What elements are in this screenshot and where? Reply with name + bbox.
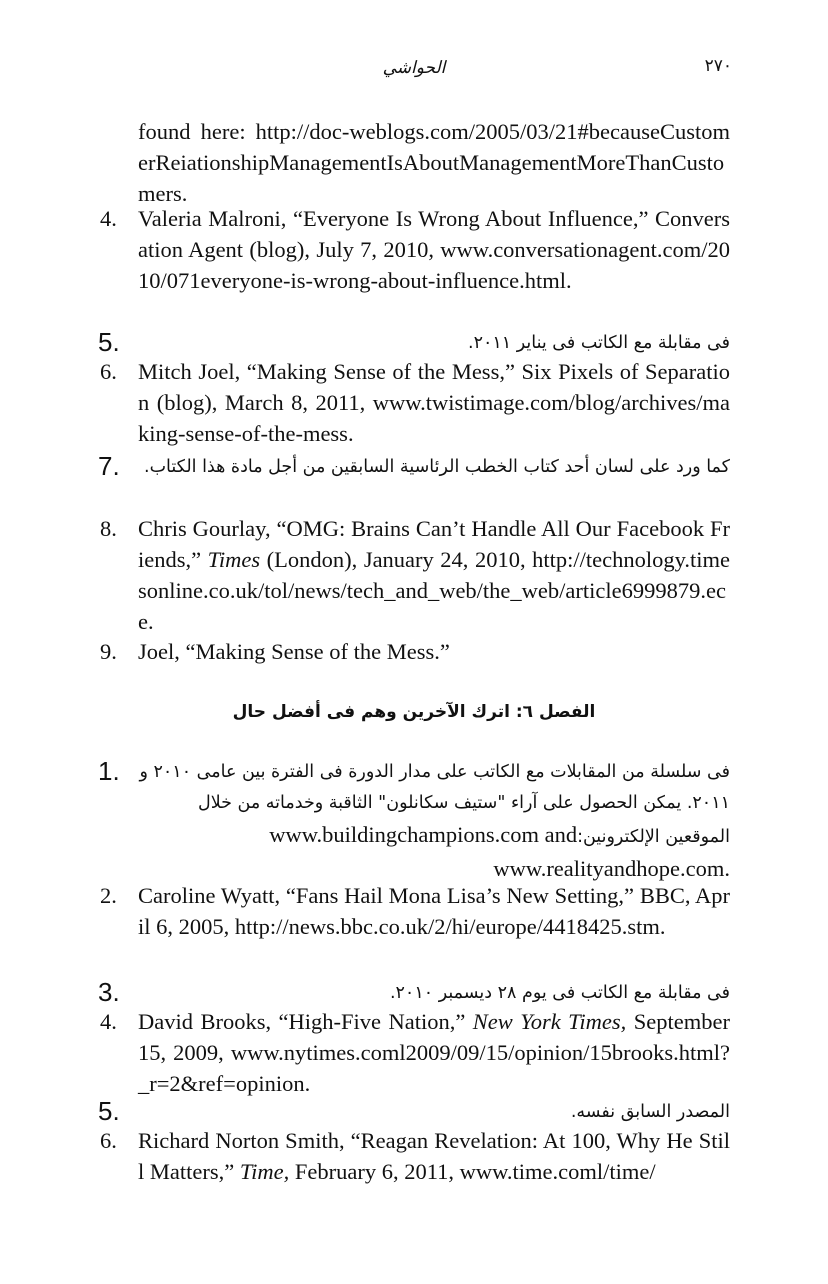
note-text: Joel, “Making Sense of the Mess.” bbox=[138, 639, 450, 664]
note-text-part: Richard Norton Smith, “Reagan Revelation: At 100, Why He Still Matters,” bbox=[138, 1128, 730, 1184]
ch6-note-5 bbox=[0, 1097, 828, 1128]
note-number: 4. bbox=[100, 206, 117, 231]
note-text-part: September 15, 2009, www.nytimes.coml2009/09/15/opinion/15brooks.html?_r=2&ref=opinion. bbox=[138, 1009, 730, 1096]
note-text bbox=[138, 1128, 730, 1184]
ch6-note-1 bbox=[0, 757, 828, 887]
note-number: 8. bbox=[100, 516, 117, 541]
note-number: 4. bbox=[100, 1009, 117, 1034]
note-9 bbox=[0, 636, 828, 667]
note-text-part: (London), January 24, 2010, http://technology.timesonline.co.uk/tol/news/tech_and_web/the_web/article6999879.ece. bbox=[138, 547, 730, 634]
publication-title: New York Times, bbox=[472, 1009, 627, 1034]
note-text bbox=[138, 516, 730, 634]
note-number: 5. bbox=[98, 327, 120, 357]
page-number: ٢٧٠ bbox=[704, 56, 732, 75]
note-text bbox=[138, 1009, 730, 1096]
ch6-note-6 bbox=[0, 1125, 828, 1187]
note-text: فى مقابلة مع الكاتب فى يوم ٢٨ ديسمبر ٢٠١٠. bbox=[389, 983, 730, 1003]
note-7 bbox=[0, 451, 828, 483]
note-4 bbox=[0, 203, 828, 296]
note-8 bbox=[0, 513, 828, 637]
note-number: 6. bbox=[100, 1128, 117, 1153]
note-text: فى مقابلة مع الكاتب فى يناير ٢٠١١. bbox=[467, 333, 730, 353]
note-text bbox=[138, 757, 730, 887]
note-text-arabic: فى سلسلة من المقابلات مع الكاتب على مدار الدورة فى الفترة بين عامى ٢٠١٠ و ٢٠١١. يمكن الحصول على آراء "ستيف سكانلون" الثاقبة وخدماته من خلال الموقعين الإلكترونين: bbox=[139, 762, 730, 847]
note-text-part: David Brooks, “High-Five Nation,” bbox=[138, 1009, 473, 1034]
note-text-part: Chris Gourlay, “OMG: Brains Can’t Handle All Our Facebook Friends,” bbox=[138, 516, 730, 572]
publication-title: Times bbox=[207, 547, 261, 572]
ch6-note-3 bbox=[0, 978, 828, 1009]
note-continuation bbox=[0, 116, 828, 209]
chapter-heading: الفصل ٦: اترك الآخرين وهم فى أفضل حال bbox=[232, 702, 596, 722]
note-number: 5. bbox=[98, 1096, 120, 1126]
note-text-english: www.buildingchampions.com and www.realityandhope.com. bbox=[263, 822, 730, 881]
note-number: 2. bbox=[100, 883, 117, 908]
note-text: المصدر السابق نفسه. bbox=[570, 1102, 730, 1122]
note-number: 1. bbox=[98, 756, 120, 786]
ch6-note-4 bbox=[0, 1006, 828, 1099]
note-number: 3. bbox=[98, 977, 120, 1007]
note-text: Caroline Wyatt, “Fans Hail Mona Lisa’s New Setting,” BBC, April 6, 2005, http://news.bbc.co.uk/2/hi/europe/4418425.stm. bbox=[138, 883, 730, 939]
running-header-title: الحواشي bbox=[382, 58, 446, 77]
note-5 bbox=[0, 328, 828, 359]
note-number: 6. bbox=[100, 359, 117, 384]
note-text: found here: http://doc-weblogs.com/2005/03/21#becauseCustomerReiationshipManagementIsAboutManagementMoreThanCustomers. bbox=[138, 119, 730, 206]
ch6-note-2 bbox=[0, 880, 828, 942]
note-text: كما ورد على لسان أحد كتاب الخطب الرئاسية السابقين من أجل مادة هذا الكتاب. bbox=[144, 457, 730, 477]
note-number: 9. bbox=[100, 639, 117, 664]
note-6 bbox=[0, 356, 828, 449]
note-text: Valeria Malroni, “Everyone Is Wrong About Influence,” Conversation Agent (blog), July 7, 2010, www.conversationagent.com/2010/071everyone-is-wrong-about-influence.html. bbox=[138, 206, 730, 293]
note-text-part: February 6, 2011, www.time.coml/time/ bbox=[289, 1159, 656, 1184]
note-text: Mitch Joel, “Making Sense of the Mess,” Six Pixels of Separation (blog), March 8, 2011, www.twistimage.com/blog/archives/making-sense-of-the-mess. bbox=[138, 359, 730, 446]
note-number: 7. bbox=[98, 451, 120, 481]
publication-title: Time, bbox=[239, 1159, 290, 1184]
